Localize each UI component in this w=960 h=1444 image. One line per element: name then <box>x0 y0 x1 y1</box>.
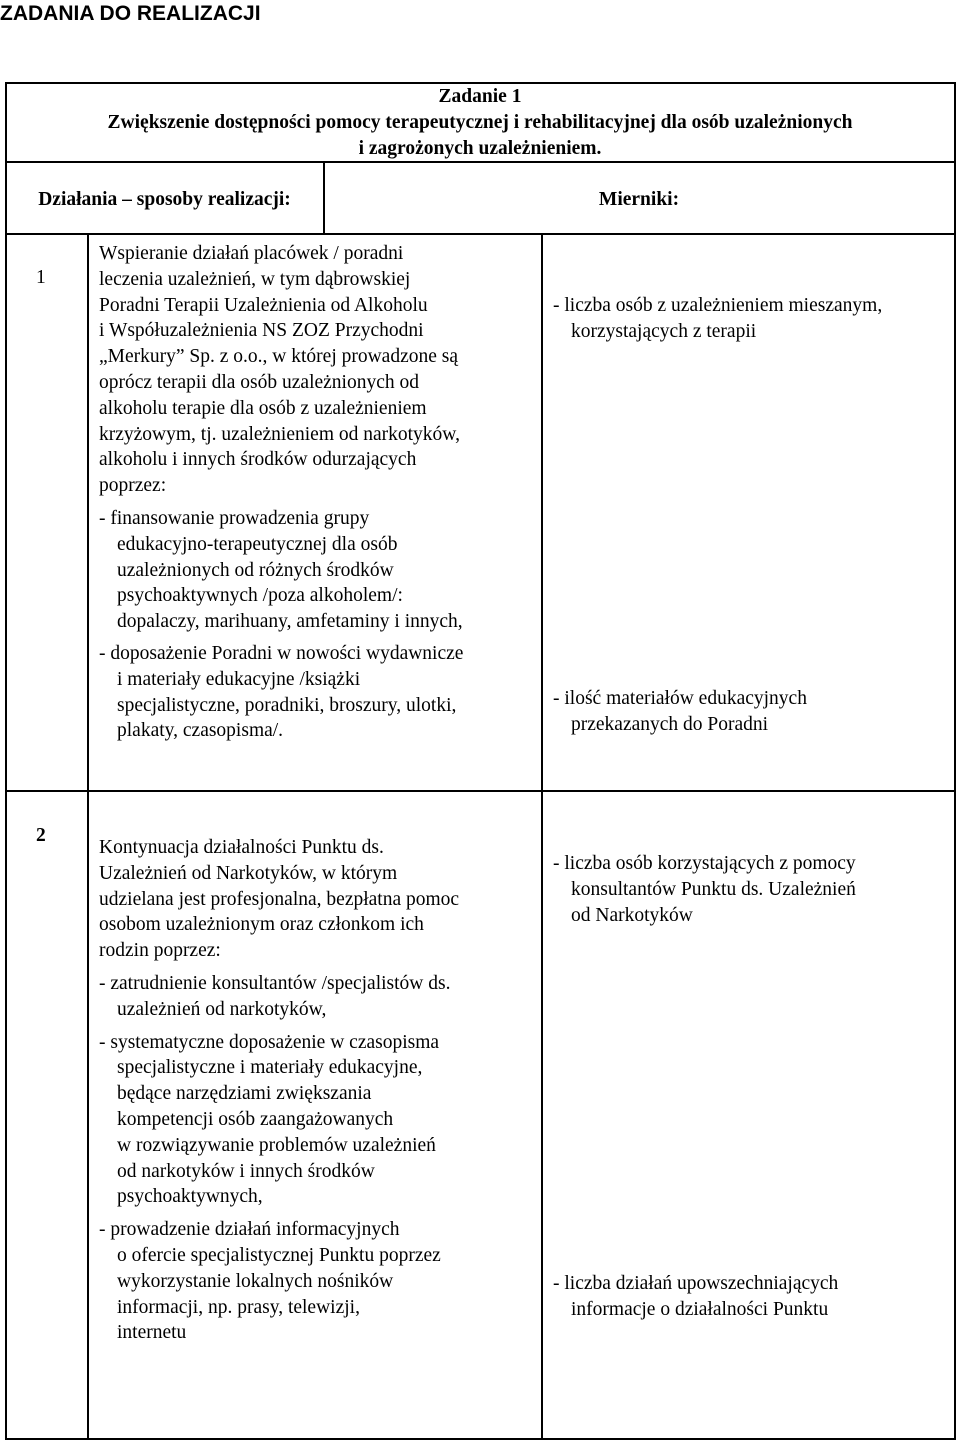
text-line: - liczba osób z uzależnieniem mieszanym, <box>553 295 883 316</box>
text-line: i Współuzależnienia NS ZOZ Przychodni <box>99 320 424 342</box>
row-number: 2 <box>36 825 46 846</box>
measure-item <box>553 1271 953 1323</box>
measure-item <box>553 293 953 345</box>
text-line: - prowadzenie działań informacyjnych <box>99 1219 400 1241</box>
text-line: specjalistyczne, poradniki, broszury, ulotki, <box>117 694 457 716</box>
text-line: - liczba osób korzystających z pomocy <box>553 853 856 874</box>
text-line: edukacyjno-terapeutycznej dla osób <box>117 533 398 555</box>
task-title-line: i zagrożonych uzależnieniem. <box>358 137 602 159</box>
page-heading: ZADANIA DO REALIZACJI <box>0 2 261 25</box>
text-line: uzależnień od narkotyków, <box>117 998 327 1020</box>
row-actions <box>99 835 539 1346</box>
header-row-divider <box>5 233 955 235</box>
task-number-label: Zadanie 1 <box>438 86 522 107</box>
text-line: Poradni Terapii Uzależnienia od Alkoholu <box>99 294 428 316</box>
row-number: 1 <box>36 267 46 288</box>
text-line: przekazanych do Poradni <box>571 713 769 735</box>
table-border-bottom <box>5 1438 955 1440</box>
text-line: - finansowanie prowadzenia grupy <box>99 507 370 529</box>
text-line: alkoholu terapie dla osób z uzależnieniem <box>99 397 427 419</box>
measures-column-divider <box>541 233 543 1439</box>
list-item <box>99 1217 539 1346</box>
text-line: leczenia uzależnień, w tym dąbrowskiej <box>99 268 411 290</box>
measure-item <box>553 686 953 738</box>
task-title-line: Zwiększenie dostępności pomocy terapeutycznej i rehabilitacyjnej dla osób uzależnionych <box>107 111 853 133</box>
text-line: kompetencji osób zaangażowanych <box>117 1108 394 1130</box>
intro-text <box>99 835 539 964</box>
list-item <box>99 641 539 744</box>
text-line: i materiały edukacyjne /książki <box>117 668 361 690</box>
text-line: od narkotyków i innych środków <box>117 1160 375 1182</box>
text-line: dopalaczy, marihuany, amfetaminy i innych, <box>117 611 463 633</box>
text-line: od Narkotyków <box>571 904 693 926</box>
text-line: - systematyczne doposażenie w czasopisma <box>99 1031 440 1053</box>
task-title-block <box>6 84 954 161</box>
measure-item <box>553 851 953 928</box>
row-actions <box>99 241 539 744</box>
text-line: specjalistyczne i materiały edukacyjne, <box>117 1057 423 1079</box>
text-line: rodzin poprzez: <box>99 940 221 962</box>
text-line: alkoholu i innych środków odurzających <box>99 449 417 471</box>
table-border-left <box>5 82 7 1440</box>
text-line: krzyżowym, tj. uzależnieniem od narkotyków, <box>99 423 460 445</box>
measures-header: Mierniki: <box>598 189 680 210</box>
text-line: „Merkury” Sp. z o.o., w której prowadzone są <box>99 346 459 368</box>
list-item <box>99 1030 539 1211</box>
list-item <box>99 971 539 1023</box>
text-line: Wspieranie działań placówek / poradni <box>99 243 404 264</box>
text-line: psychoaktywnych /poza alkoholem/: <box>117 585 403 607</box>
text-line: o ofercie specjalistycznej Punktu poprzez <box>117 1244 441 1266</box>
text-line: - zatrudnienie konsultantów /specjalistów ds. <box>99 972 451 994</box>
text-line: osobom uzależnionym oraz członkom ich <box>99 914 424 936</box>
text-line: uzależnionych od różnych środków <box>117 559 394 581</box>
text-line: internetu <box>117 1322 187 1344</box>
list-item <box>99 506 539 635</box>
text-line: - doposażenie Poradni w nowości wydawnicze <box>99 642 464 664</box>
text-line: konsultantów Punktu ds. Uzależnień <box>571 878 856 900</box>
text-line: korzystających z terapii <box>571 320 757 342</box>
intro-text <box>99 241 539 499</box>
text-line: psychoaktywnych, <box>117 1186 263 1208</box>
text-line: plakaty, czasopisma/. <box>117 720 284 742</box>
text-line: - liczba działań upowszechniających <box>553 1273 839 1294</box>
table-border-right <box>954 82 956 1440</box>
actions-header: Działania – sposoby realizacji: <box>38 189 291 210</box>
text-line: informacji, np. prasy, telewizji, <box>117 1296 360 1318</box>
text-line: udzielana jest profesjonalna, bezpłatna pomoc <box>99 888 460 910</box>
number-column-divider <box>87 233 89 1439</box>
row-divider <box>5 790 955 792</box>
text-line: Uzależnień od Narkotyków, w którym <box>99 862 398 884</box>
text-line: Kontynuacja działalności Punktu ds. <box>99 837 384 858</box>
text-line: w rozwiązywanie problemów uzależnień <box>117 1134 436 1156</box>
text-line: - ilość materiałów edukacyjnych <box>553 688 807 709</box>
text-line: informacje o działalności Punktu <box>571 1298 829 1320</box>
text-line: poprzez: <box>99 475 167 497</box>
text-line: wykorzystanie lokalnych nośników <box>117 1270 394 1292</box>
text-line: oprócz terapii dla osób uzależnionych od <box>99 371 420 393</box>
text-line: będące narzędziami zwiększania <box>117 1083 372 1105</box>
